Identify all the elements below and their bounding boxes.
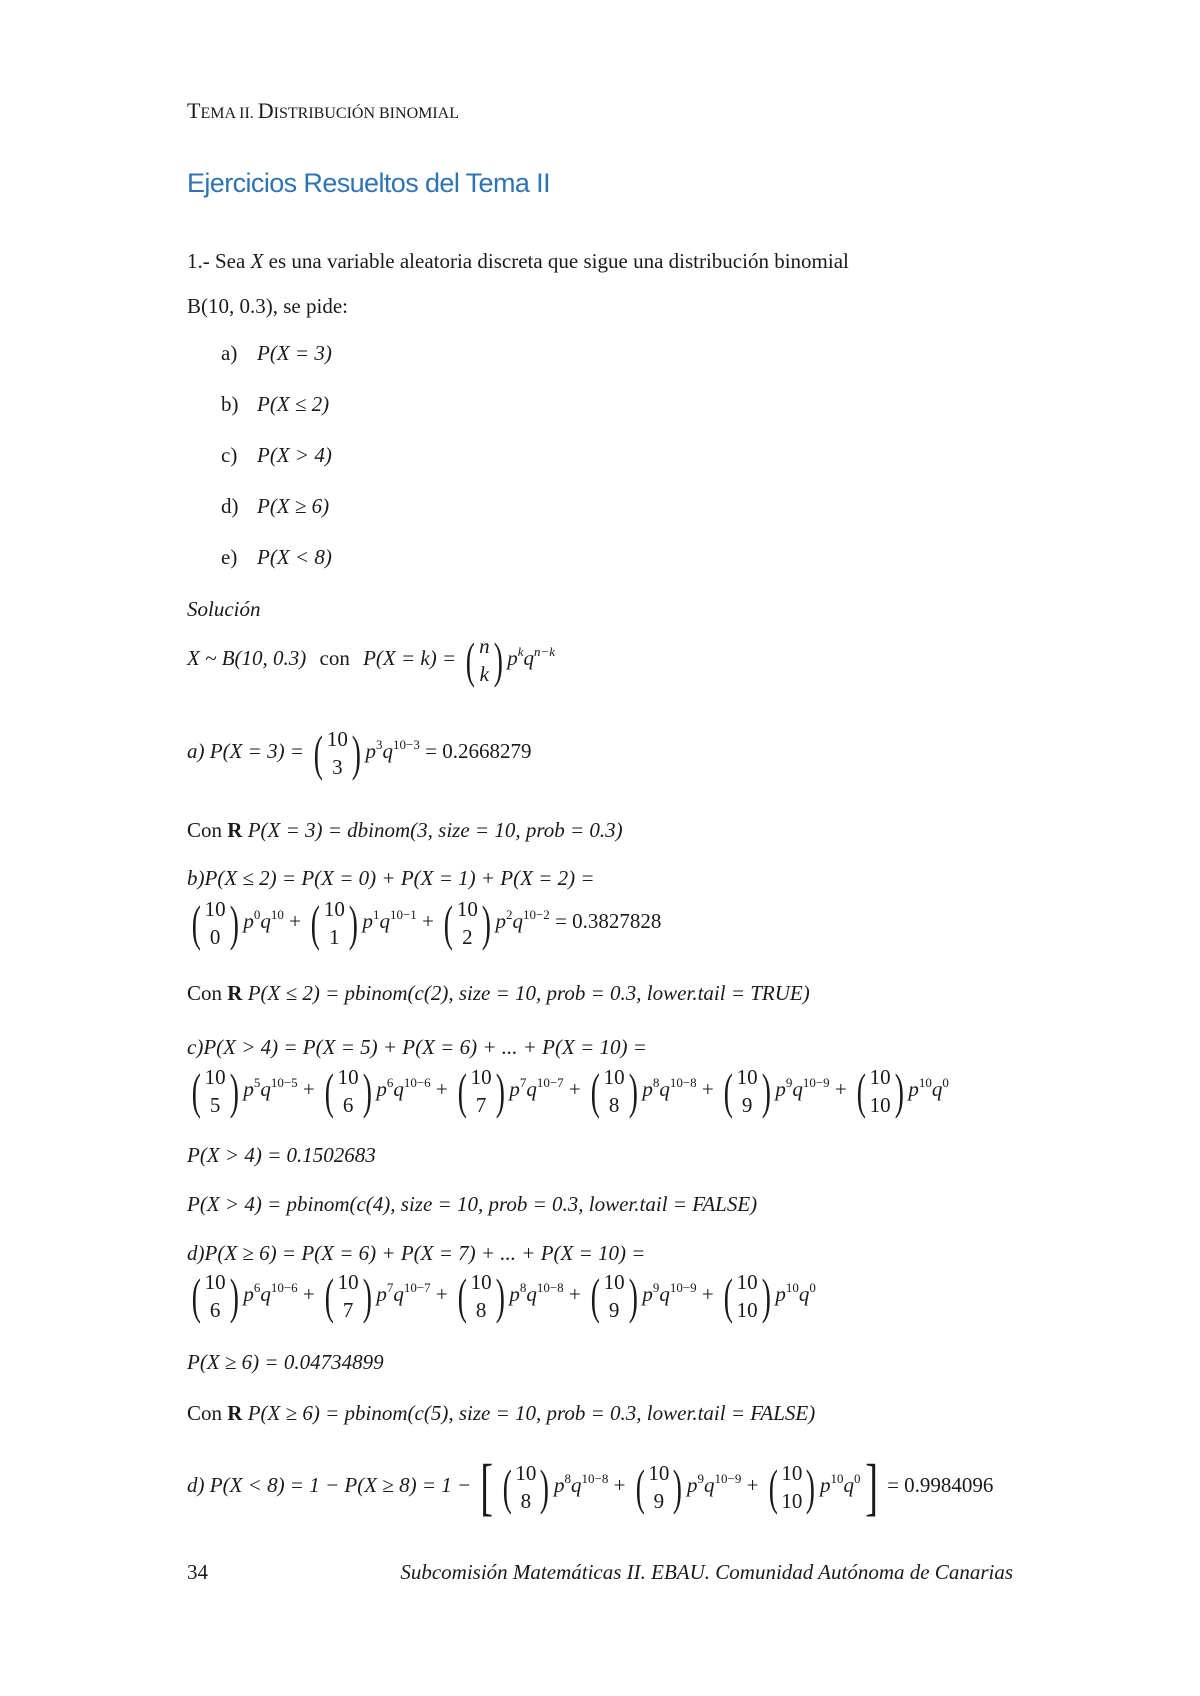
model-con: con: [319, 646, 350, 671]
running-header: [187, 100, 459, 122]
exercise-intro: [187, 251, 849, 272]
intro-prefix: 1.- Sea: [187, 249, 251, 273]
model-pmf: P(X = k) =: [363, 646, 457, 671]
part-c-line1: c)P(X > 4) = P(X = 5) + P(X = 6) + ... + P(X = 10) =: [187, 1035, 647, 1059]
part-e-result: = 0.9984096: [887, 1472, 994, 1497]
part-e: d) P(X < 8) = 1 − P(X ≥ 8) = 1 − [ ( 10 8 ) $p^8q^{10-8}$ + ( 10 9 ) $p^9q^{10-9}$ + ( 10 10 ) $p^{10}q^0] = 0.9984096$: [187, 1451, 994, 1522]
part-d-line2: ( 10 6 ) $p^6q^{10-6}$ + ( 10 7 ) $p^7q^{10-7}$ + ( 10 8 ) $p^8q^{10-8}$ + ( 10 9 ) $p^9q^{10-9}$ + ( 10 10 ) $p^{10}q^0$: [191, 1268, 816, 1325]
item-label: b): [221, 392, 239, 416]
footer-text: Subcomisión Matemáticas II. EBAU. Comunidad Autónoma de Canarias: [400, 1560, 1013, 1584]
binomial-coefficient: ( n k ): [466, 632, 503, 689]
part-c-result: P(X > 4) = 0.1502683: [187, 1143, 376, 1167]
model-lhs: X ~ B(10, 0.3): [187, 646, 307, 671]
item-expr: P(X ≥ 6): [257, 494, 330, 518]
item-b: [221, 392, 329, 417]
part-e-prefix: d) P(X < 8) = 1 − P(X ≥ 8) = 1 −: [187, 1472, 472, 1497]
solution-model: X ~ B(10, 0.3) con P(X = k) = ( n k ) $p^kq^{n-k}$: [187, 632, 556, 689]
part-d-line1: d)P(X ≥ 6) = P(X = 6) + P(X = 7) + ... + P(X = 10) =: [187, 1241, 646, 1265]
header-t-rest: EMA II.: [200, 105, 258, 122]
item-label: e): [221, 545, 238, 569]
item-label: c): [221, 443, 238, 467]
header-d-cap: D: [257, 98, 274, 123]
part-b-line2: ( 10 0 ) $p^0q^{10}$ + ( 10 1 ) $p^1q^{10-1}$ + ( 10 2 ) $p^2q^{10-2} = 0.3827828$: [191, 895, 662, 952]
part-a-r: Con R P(X = 3) = dbinom(3, size = 10, prob = 0.3): [187, 818, 623, 842]
part-d-result: P(X ≥ 6) = 0.04734899: [187, 1350, 384, 1374]
exercise-intro-line2: B(10, 0.3), se pide:: [187, 294, 348, 318]
item-expr: P(X < 8): [257, 545, 332, 569]
part-b-line1: b)P(X ≤ 2) = P(X = 0) + P(X = 1) + P(X = 2) =: [187, 866, 595, 890]
page-number: 34: [187, 1560, 208, 1584]
item-label: d): [221, 494, 239, 518]
header-t-cap: T: [187, 98, 201, 123]
part-a: a) P(X = 3) = ( 10 3 ) $p^3q^{10-3} = 0.2668279$: [187, 725, 532, 782]
part-b-result: = 0.3827828: [555, 909, 662, 934]
part-c-line2: ( 10 5 ) $p^5q^{10-5}$ + ( 10 6 ) $p^6q^{10-6}$ + ( 10 7 ) $p^7q^{10-7}$ + ( 10 8 ) $p^8q^{10-8}$ + ( 10 9 ) $p^9q^{10-9}$ + ( 10 10 ) $p^{10}q^0$: [191, 1063, 949, 1120]
item-e: [221, 545, 332, 570]
intro-rest: es una variable aleatoria discreta que sigue una distribución binomial: [263, 249, 849, 273]
item-d: [221, 494, 329, 519]
part-a-result: = 0.2668279: [425, 739, 532, 764]
section-title: Ejercicios Resueltos del Tema II: [187, 168, 550, 198]
part-c-r: P(X > 4) = pbinom(c(4), size = 10, prob = 0.3, lower.tail = FALSE): [187, 1192, 758, 1216]
binomial-coefficient: ( 10 3 ): [313, 725, 361, 782]
item-expr: P(X > 4): [257, 443, 332, 467]
solution-heading: Solución: [187, 597, 261, 621]
part-d-r: Con R P(X ≥ 6) = pbinom(c(5), size = 10, prob = 0.3, lower.tail = FALSE): [187, 1401, 816, 1425]
item-a: [221, 341, 332, 366]
item-expr: P(X = 3): [257, 341, 332, 365]
item-c: [221, 443, 332, 468]
part-a-prefix: a) P(X = 3) =: [187, 739, 304, 764]
header-d-rest: ISTRIBUCIÓN BINOMIAL: [273, 105, 459, 122]
item-expr: P(X ≤ 2): [257, 392, 330, 416]
part-b-r: Con R P(X ≤ 2) = pbinom(c(2), size = 10, prob = 0.3, lower.tail = TRUE): [187, 981, 810, 1005]
item-label: a): [221, 341, 238, 365]
intro-var: X: [250, 249, 264, 273]
